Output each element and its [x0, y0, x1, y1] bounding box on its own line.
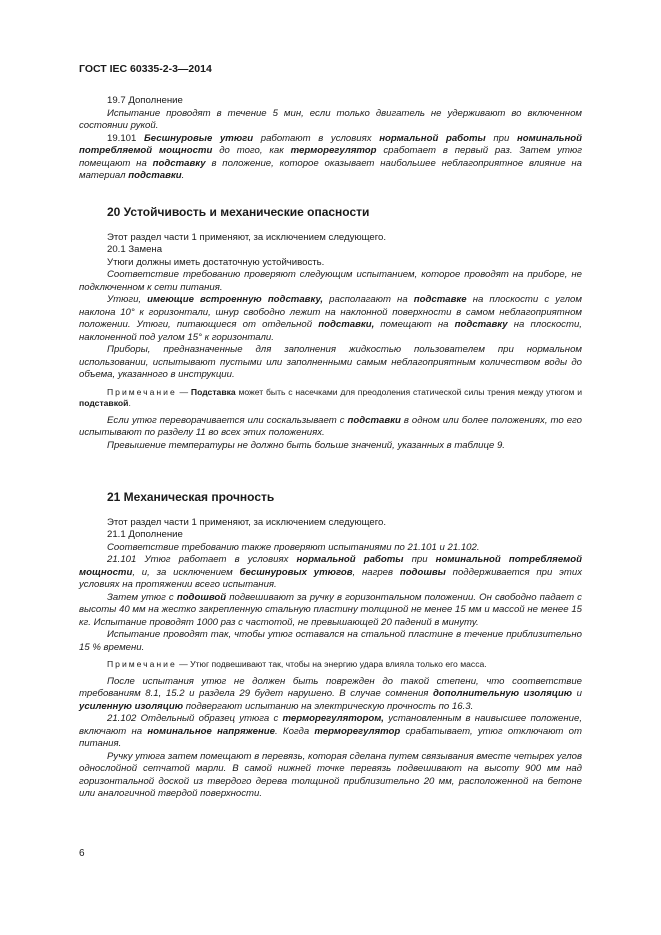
section-20-intro: Этот раздел части 1 применяют, за исключением следующего.: [107, 231, 387, 243]
text: в одном или более положениях, то его испытывают по разделу 11 во всех этих положениях.: [79, 414, 582, 438]
text: и: [572, 688, 582, 699]
clause-19-7-text: Испытание проводят в течение 5 мин, если только двигатель не удерживают во включенном состоянии рукой.: [79, 107, 582, 131]
clause-21-101-after: [79, 676, 582, 714]
term: терморегулятором,: [282, 713, 384, 724]
clause-21-102-sling: Ручку утюга затем помещают в перевязь, которая сделана путем связывания вместе четырех углов однослойной сетчатой марли. В самой нижней точке перевязь подвешивают на высоту 900 мм над горизонтальной доской из твердого дерева толщиной приблизительно 20 мм, расположенной на бетоне или аналогичной твердой поверхности.: [79, 750, 582, 799]
clause-21-101-duration: Испытание проводят так, чтобы утюг оставался на стальной пластине в течение приблизительно 15 % времени.: [79, 629, 582, 653]
section-19-continuation: [79, 95, 582, 183]
text: Затем утюг с: [107, 591, 177, 603]
text: Утюги,: [107, 294, 148, 305]
text: сработает в первый раз. Затем утюг помещают на: [79, 145, 582, 169]
term: усиленную изоляцию: [79, 700, 184, 712]
term: подставки: [128, 170, 182, 181]
term: подставкой: [79, 398, 129, 408]
section-21: [79, 491, 582, 801]
text: 21.102 Отдельный образец утюга с: [107, 713, 283, 724]
page-number: 6: [79, 848, 85, 859]
section-21-note: [79, 659, 582, 671]
clause-21-102-text: [79, 713, 582, 751]
text: .: [181, 170, 185, 181]
term: подставке: [413, 294, 467, 305]
section-21-title: 21 Механическая прочность: [107, 490, 275, 504]
clause-20-1-heading: 20.1 Замена: [107, 244, 163, 255]
text: может быть с насечками для преодоления статической силы трения между утюгом и: [235, 386, 582, 397]
term: нормальной работы: [296, 554, 404, 565]
note-label: Примечание: [107, 659, 177, 669]
text: подвешивают за ручку в горизонтальном положении. Он свободно падает с высоты 40 мм на жестко закрепленную стальную пластину толщиной не менее 15 мм и массой не менее 15 кг. Испытание проводят 1000 раз с частотой, не превышающей 20 падений в минуту.: [79, 591, 582, 628]
text: . Когда: [275, 725, 315, 737]
term: подставку: [454, 319, 508, 330]
clause-20-1-compliance: Соответствие требованию проверяют следующим испытанием, которое проводят на приборе, не подключенном к сети питания.: [79, 269, 582, 293]
text: располагают на: [323, 294, 414, 305]
term: дополнительную изоляцию: [432, 688, 573, 699]
clause-20-1-temperature: Превышение температуры не должно быть больше значений, указанных в таблице 9.: [107, 439, 505, 451]
term: номинальной потребляемой мощности: [79, 554, 582, 578]
term: подставки,: [318, 319, 375, 330]
clause-21-101-drop: [79, 592, 582, 630]
text: —: [176, 386, 191, 397]
text: до того, как: [212, 145, 291, 156]
section-20-title: 20 Устойчивость и механические опасности: [107, 205, 370, 219]
clause-21-101-text: [79, 554, 582, 592]
term: терморегулятор: [290, 145, 377, 156]
term: номинальное напряжение: [147, 725, 275, 737]
clause-20-1-requirement: Утюги должны иметь достаточную устойчивость.: [107, 256, 325, 268]
text: срабатывает, утюг отключают от питания.: [79, 725, 582, 749]
text: в положение, которое оказывает наибольшее неблагоприятное влияние на материал: [79, 157, 582, 181]
clause-21-1-heading: 21.1 Дополнение: [107, 529, 183, 540]
term: подставку: [152, 157, 206, 169]
section-20: [79, 206, 582, 452]
term: Подставка: [190, 386, 236, 397]
term: номинальной потребляемой мощности: [79, 132, 582, 156]
text: при: [485, 132, 517, 144]
text: на плоскости, наклоненной под углом 15° к горизонтали.: [79, 319, 582, 343]
note-label: Примечание: [107, 386, 177, 397]
text: помещают на: [374, 319, 455, 330]
term: имеющие встроенную подставку,: [147, 294, 324, 305]
text: на плоскости с углом наклона 10° к горизонтали, шнур свободно лежит на наклонной поверхности в самом неблагоприятном положении. Утюги, питающиеся от отдельной: [79, 294, 582, 330]
term: бесшнуровых утюгов: [239, 566, 353, 578]
text: подвергают испытанию на электрическую прочность по 16.3.: [183, 700, 474, 712]
clause-19-7-heading: 19.7 Дополнение: [107, 95, 183, 106]
term: Бесшнуровые утюги: [144, 132, 254, 144]
clause-number: 19.101: [107, 132, 137, 144]
clause-21-1-compliance: Соответствие требованию также проверяют испытаниями по 21.101 и 21.102.: [107, 541, 480, 553]
text: Если утюг переворачивается или соскальзывает с: [107, 414, 348, 426]
term: нормальной работы: [379, 132, 486, 144]
clause-20-1-liquid: Приборы, предназначенные для заполнения жидкостью пользователем при нормальном использовании, испытывают пустыми или заполненными самым неблагоприятным количеством воды до объема, указанного в инструкции.: [79, 344, 582, 380]
text: работают в условиях: [253, 132, 380, 144]
text: 21.101 Утюг работает в условиях: [107, 554, 297, 565]
text: поддерживается при этих условиях на протяжении всего испытания.: [79, 566, 582, 590]
text: , и, за исключением: [132, 566, 240, 578]
text: .: [128, 398, 131, 408]
clause-19-101-text: [79, 133, 582, 183]
term: подошвой: [176, 591, 227, 603]
clause-20-1-test-setup: [79, 294, 582, 344]
term: терморегулятор: [314, 725, 401, 737]
text: установленным в наивысшее положение, включают на: [79, 713, 582, 737]
document-header: ГОСТ IEC 60335-2-3—2014: [79, 63, 212, 75]
text: После испытания утюг не должен быть поврежден до такой степени, что соответствие требованиям 8.1, 15.2 и раздела 29 будет нарушено. В случае сомнения: [79, 675, 582, 699]
term: подставки: [347, 414, 401, 426]
section-20-note: [79, 387, 582, 410]
text: , нагрев: [352, 566, 400, 578]
term: подошвы: [399, 566, 446, 578]
text: — Утюг подвешивают так, чтобы на энергию удара влияла только его масса.: [176, 659, 487, 669]
clause-20-1-overturn: [79, 415, 582, 440]
text: при: [403, 554, 436, 565]
section-21-intro: Этот раздел части 1 применяют, за исключением следующего.: [107, 516, 387, 528]
